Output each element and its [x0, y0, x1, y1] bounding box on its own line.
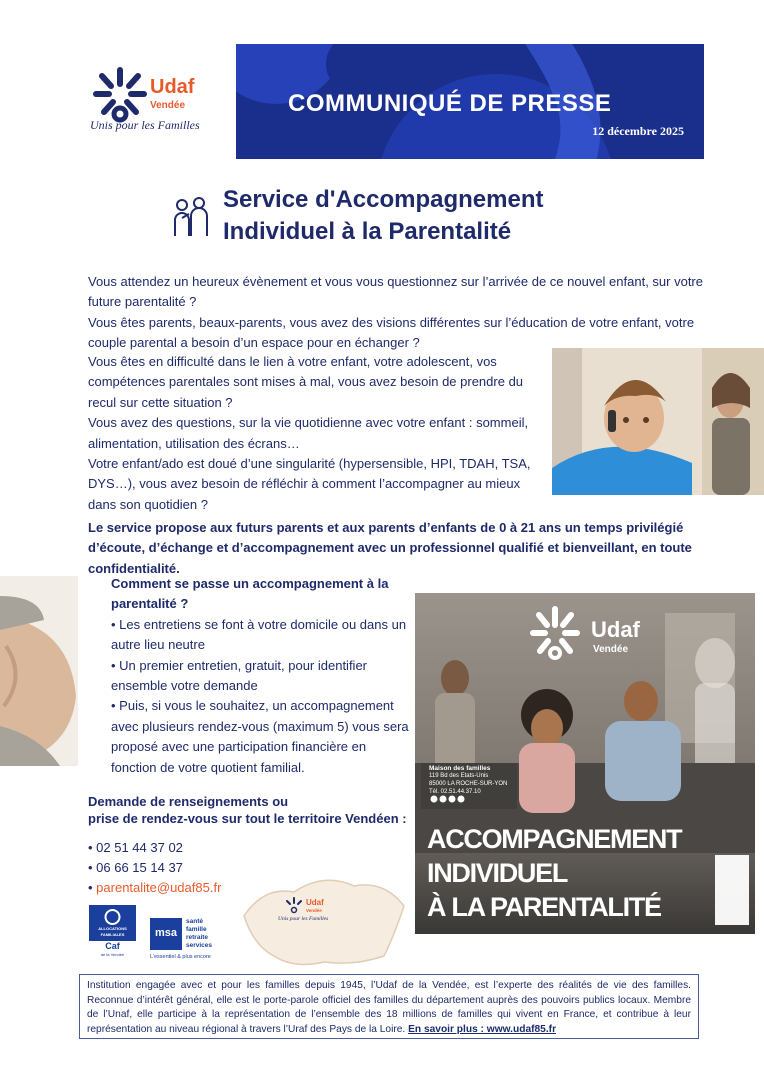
how-item: • Un premier entretien, gratuit, pour identifier ensemble votre demande — [111, 657, 368, 694]
how-it-works — [111, 574, 411, 778]
map-motto: Unis pour les Familles — [278, 916, 329, 922]
poster-region: Vendée — [593, 644, 629, 655]
intro-p1: Vous attendez un heureux évènement et vous vous questionnez sur l’arrivée de ce nouvel enfant, sur votre future parentalité ? — [88, 274, 703, 310]
more-info-link[interactable]: En savoir plus : www.udaf85.fr — [408, 1023, 557, 1035]
email-row — [88, 878, 221, 898]
msa-line: santé — [186, 918, 203, 925]
intro-p4: Vous avez des questions, sur la vie quotidienne avec votre enfant : sommeil, alimentation, utilisation des écrans… — [88, 415, 529, 451]
intro-p2: Vous êtes parents, beaux-parents, vous avez des visions différentes sur l’éducation de votre enfant, votre couple parental a besoin d’un espace pour en échanger ? — [88, 314, 695, 351]
poster-brand: Udaf — [591, 617, 640, 642]
how-item: • Puis, si vous le souhaitez, un accompagnement avec plusieurs rendez-vous (maximum 5) vous sera proposé avec une participation financière en fonction de votre quotient familial. — [111, 698, 409, 775]
logo-motto: Unis pour les Familles — [90, 118, 200, 132]
release-date: 12 décembre 2025 — [592, 124, 684, 138]
msa-line: famille — [186, 926, 207, 933]
msa-tagline: L’essentiel & plus encore — [150, 954, 211, 960]
msa-brand: msa — [154, 927, 178, 939]
poster-phone: Tél. 02.51.44.37.10 — [429, 789, 481, 795]
caf-line1: ALLOCATIONS — [98, 926, 127, 931]
parent-child-icon — [170, 196, 212, 238]
map-region: Vendée — [306, 908, 322, 913]
caf-brand: Caf — [105, 941, 120, 951]
caf-region: de la Vendée — [100, 952, 125, 957]
footer-text: Institution engagée avec et pour les familles depuis 1945, l’Udaf de la Vendée, est l’experte des réalités de vie des familles. Reconnue d’intérêt général, elle est le porte-parole officiel des familles du département auprès des pouvoirs publics locaux. Membre de l’Unaf, elle participe à la représentation de l’ensemble des 18 millions de familles qui vivent en France, et contribue à leur représentation au niveau régional à travers l’Uraf des Pays de la Loire. — [87, 980, 691, 1035]
teen-photo — [552, 348, 764, 495]
poster-headline-2: INDIVIDUEL — [427, 858, 568, 888]
logo-region: Vendée — [150, 100, 186, 111]
mobile-number[interactable]: • 06 66 15 14 37 — [88, 860, 183, 875]
email-bullet: • — [88, 880, 97, 895]
service-title — [223, 184, 543, 248]
service-poster — [415, 593, 755, 934]
how-heading: Comment se passe un accompagnement à la parentalité ? — [111, 576, 389, 612]
phone-number[interactable]: • 02 51 44 37 02 — [88, 840, 183, 855]
contact-heading-line1: Demande de renseignements ou — [88, 794, 289, 809]
contact-heading — [88, 793, 408, 827]
udaf-logo — [88, 56, 228, 136]
poster-address: 85000 LA ROCHE-SUR-YON — [429, 781, 508, 787]
intro-p5: Votre enfant/ado est doué d’une singularité (hypersensible, HPI, TDAH, TSA, DYS…), vous avez besoin de réfléchir à comment l’accompagner au mieux dans son quotidien ? — [88, 456, 531, 512]
poster-house-name: Maison des familles — [429, 765, 491, 772]
how-item: • Les entretiens se font à votre domicile ou dans un autre lieu neutre — [111, 616, 407, 653]
email-link[interactable]: parentalite@udaf85.fr — [96, 880, 222, 895]
pregnancy-photo — [0, 576, 78, 766]
service-title-line2: Individuel à la Parentalité — [223, 218, 512, 245]
footer-box — [79, 974, 699, 1039]
msa-logo — [150, 918, 225, 962]
service-title-line1: Service d'Accompagnement — [223, 186, 544, 213]
caf-line2: FAMILIALES — [100, 932, 125, 937]
msa-line: retraite — [186, 934, 209, 941]
contact-list — [88, 838, 221, 898]
poster-headline-3: À LA PARENTALITÉ — [427, 892, 661, 922]
map-brand: Udaf — [306, 898, 324, 907]
udaf-star-icon — [90, 62, 150, 124]
poster-headline-1: ACCOMPAGNEMENT — [427, 824, 682, 854]
caf-logo — [89, 905, 136, 960]
banner-title: COMMUNIQUÉ DE PRESSE — [288, 90, 612, 117]
intro-p3: Vous êtes en difficulté dans le lien à votre enfant, votre adolescent, vos compétences parentales sont mises à mal, vous avez besoin de prendre du recul sur cette situation ? — [88, 354, 524, 410]
intro-paragraphs — [88, 272, 713, 354]
service-proposal: Le service propose aux futurs parents et aux parents d’enfants de 0 à 21 ans un temps privilégié d’écoute, d’échange et d’accompagnement avec un professionnel qualifié et bienveillant, en toute confidentialité. — [88, 520, 692, 576]
press-release-banner — [236, 44, 704, 159]
intro-paragraphs-narrow — [88, 352, 538, 515]
poster-address: 119 Bd des Etats-Unis — [429, 773, 489, 779]
msa-line: services — [186, 942, 213, 949]
logo-brand: Udaf — [150, 76, 195, 98]
contact-heading-line2: prise de rendez-vous sur tout le territoire Vendéen : — [88, 811, 407, 826]
vendee-map — [234, 866, 409, 969]
